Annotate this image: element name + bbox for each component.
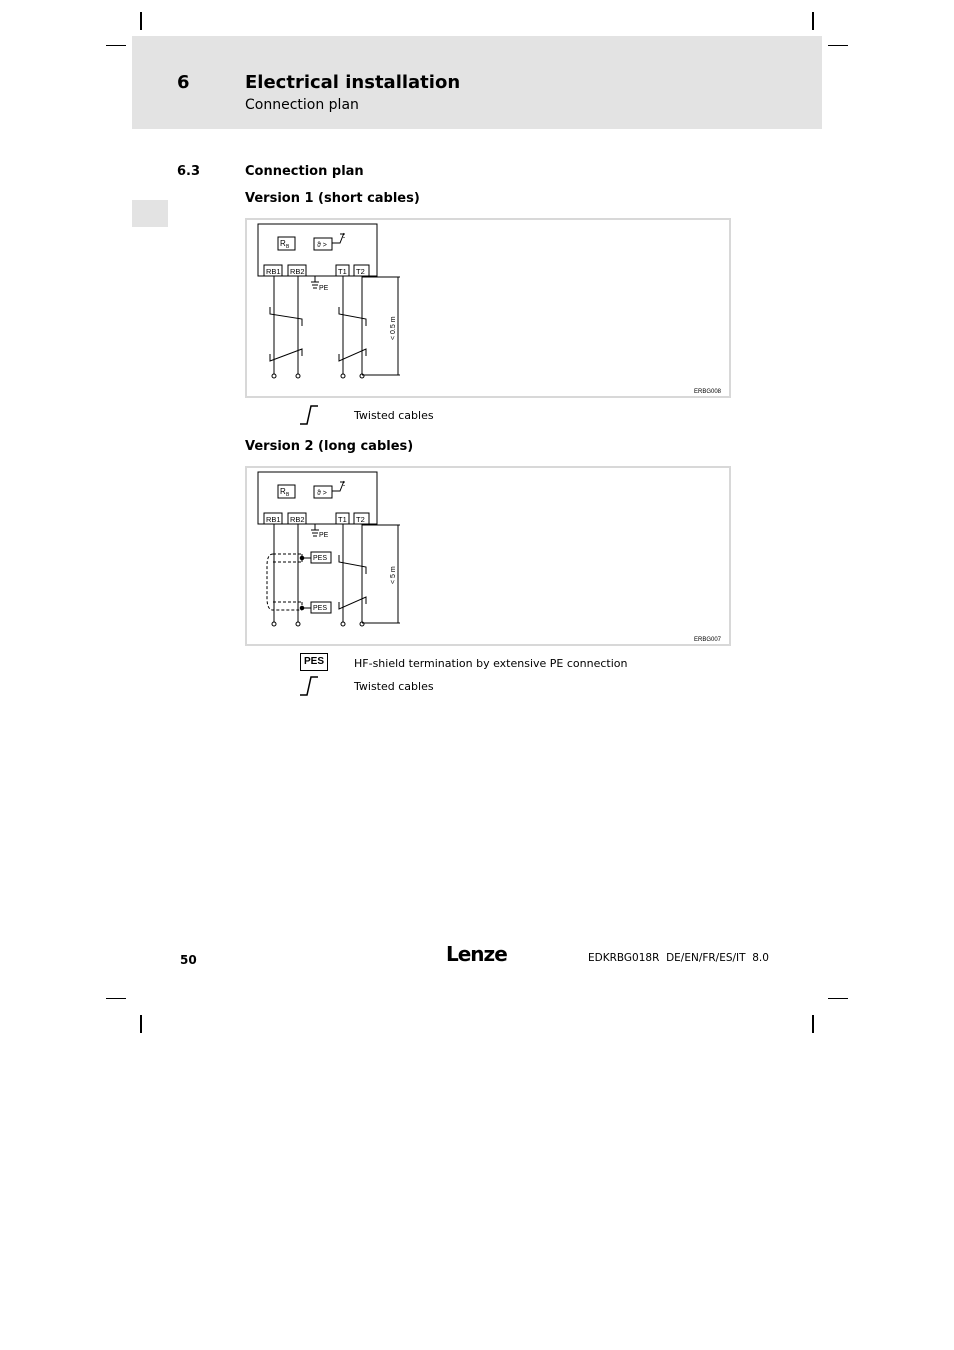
crop-mark [140,1015,142,1033]
twisted-cables-icon [298,404,320,426]
terminal-end [341,374,345,378]
twisted-cables-icon [298,675,320,697]
lenze-logo: Lenze [446,942,507,966]
version1-figure [245,218,731,398]
crop-mark [828,45,848,46]
figure-id: ERBG007 [694,637,722,643]
pe-label: PE [319,532,329,539]
crop-mark [140,12,142,30]
rb1-label: RB1 [266,515,281,524]
side-tab-marker [132,200,168,227]
theta-label: ϑ > [317,490,327,497]
legend2-pes-label: HF-shield termination by extensive PE connection [354,657,628,670]
terminal-end [296,374,300,378]
version1-diagram [245,218,731,398]
rb-subscript: B [286,492,290,498]
pes-symbol: PES [300,653,328,671]
theta-label: ϑ > [317,242,327,249]
header-band [132,36,822,129]
legend1-twisted-label: Twisted cables [354,409,434,422]
crop-mark [812,1015,814,1033]
pes-bottom-label: PES [313,605,328,612]
t1-label: T1 [338,515,347,524]
pes-top-label: PES [313,555,328,562]
rb2-label: RB2 [290,267,305,276]
rb1-label: RB1 [266,267,281,276]
crop-mark [106,45,126,46]
section-title: Connection plan [245,164,364,179]
t2-label: T2 [356,267,365,276]
document-id: EDKRBG018R DE/EN/FR/ES/IT 8.0 [588,952,769,964]
chapter-subtitle: Connection plan [245,97,359,113]
twist-mark [270,349,302,361]
version2-figure [245,466,731,646]
twist-mark [270,307,302,326]
legend2-twisted-label: Twisted cables [354,680,434,693]
length-label: < 0.5 m [390,316,397,340]
rb-label: R [280,487,286,496]
version2-diagram [245,466,731,646]
page-number: 50 [180,953,197,967]
crop-mark [828,998,848,999]
length-label: < 5 m [390,566,397,584]
chapter-title: Electrical installation [245,72,461,93]
version1-title: Version 1 (short cables) [245,191,420,206]
t2-label: T2 [356,515,365,524]
t1-label: T1 [338,267,347,276]
rb2-label: RB2 [290,515,305,524]
figure-id: ERBG008 [694,389,722,395]
rb-label: R [280,239,286,248]
pe-label: PE [319,285,329,292]
crop-mark [106,998,126,999]
terminal-end [272,374,276,378]
section-number: 6.3 [177,164,201,179]
crop-mark [812,12,814,30]
version2-title: Version 2 (long cables) [245,439,414,454]
chapter-number: 6 [177,72,190,93]
rb-subscript: B [286,244,290,250]
